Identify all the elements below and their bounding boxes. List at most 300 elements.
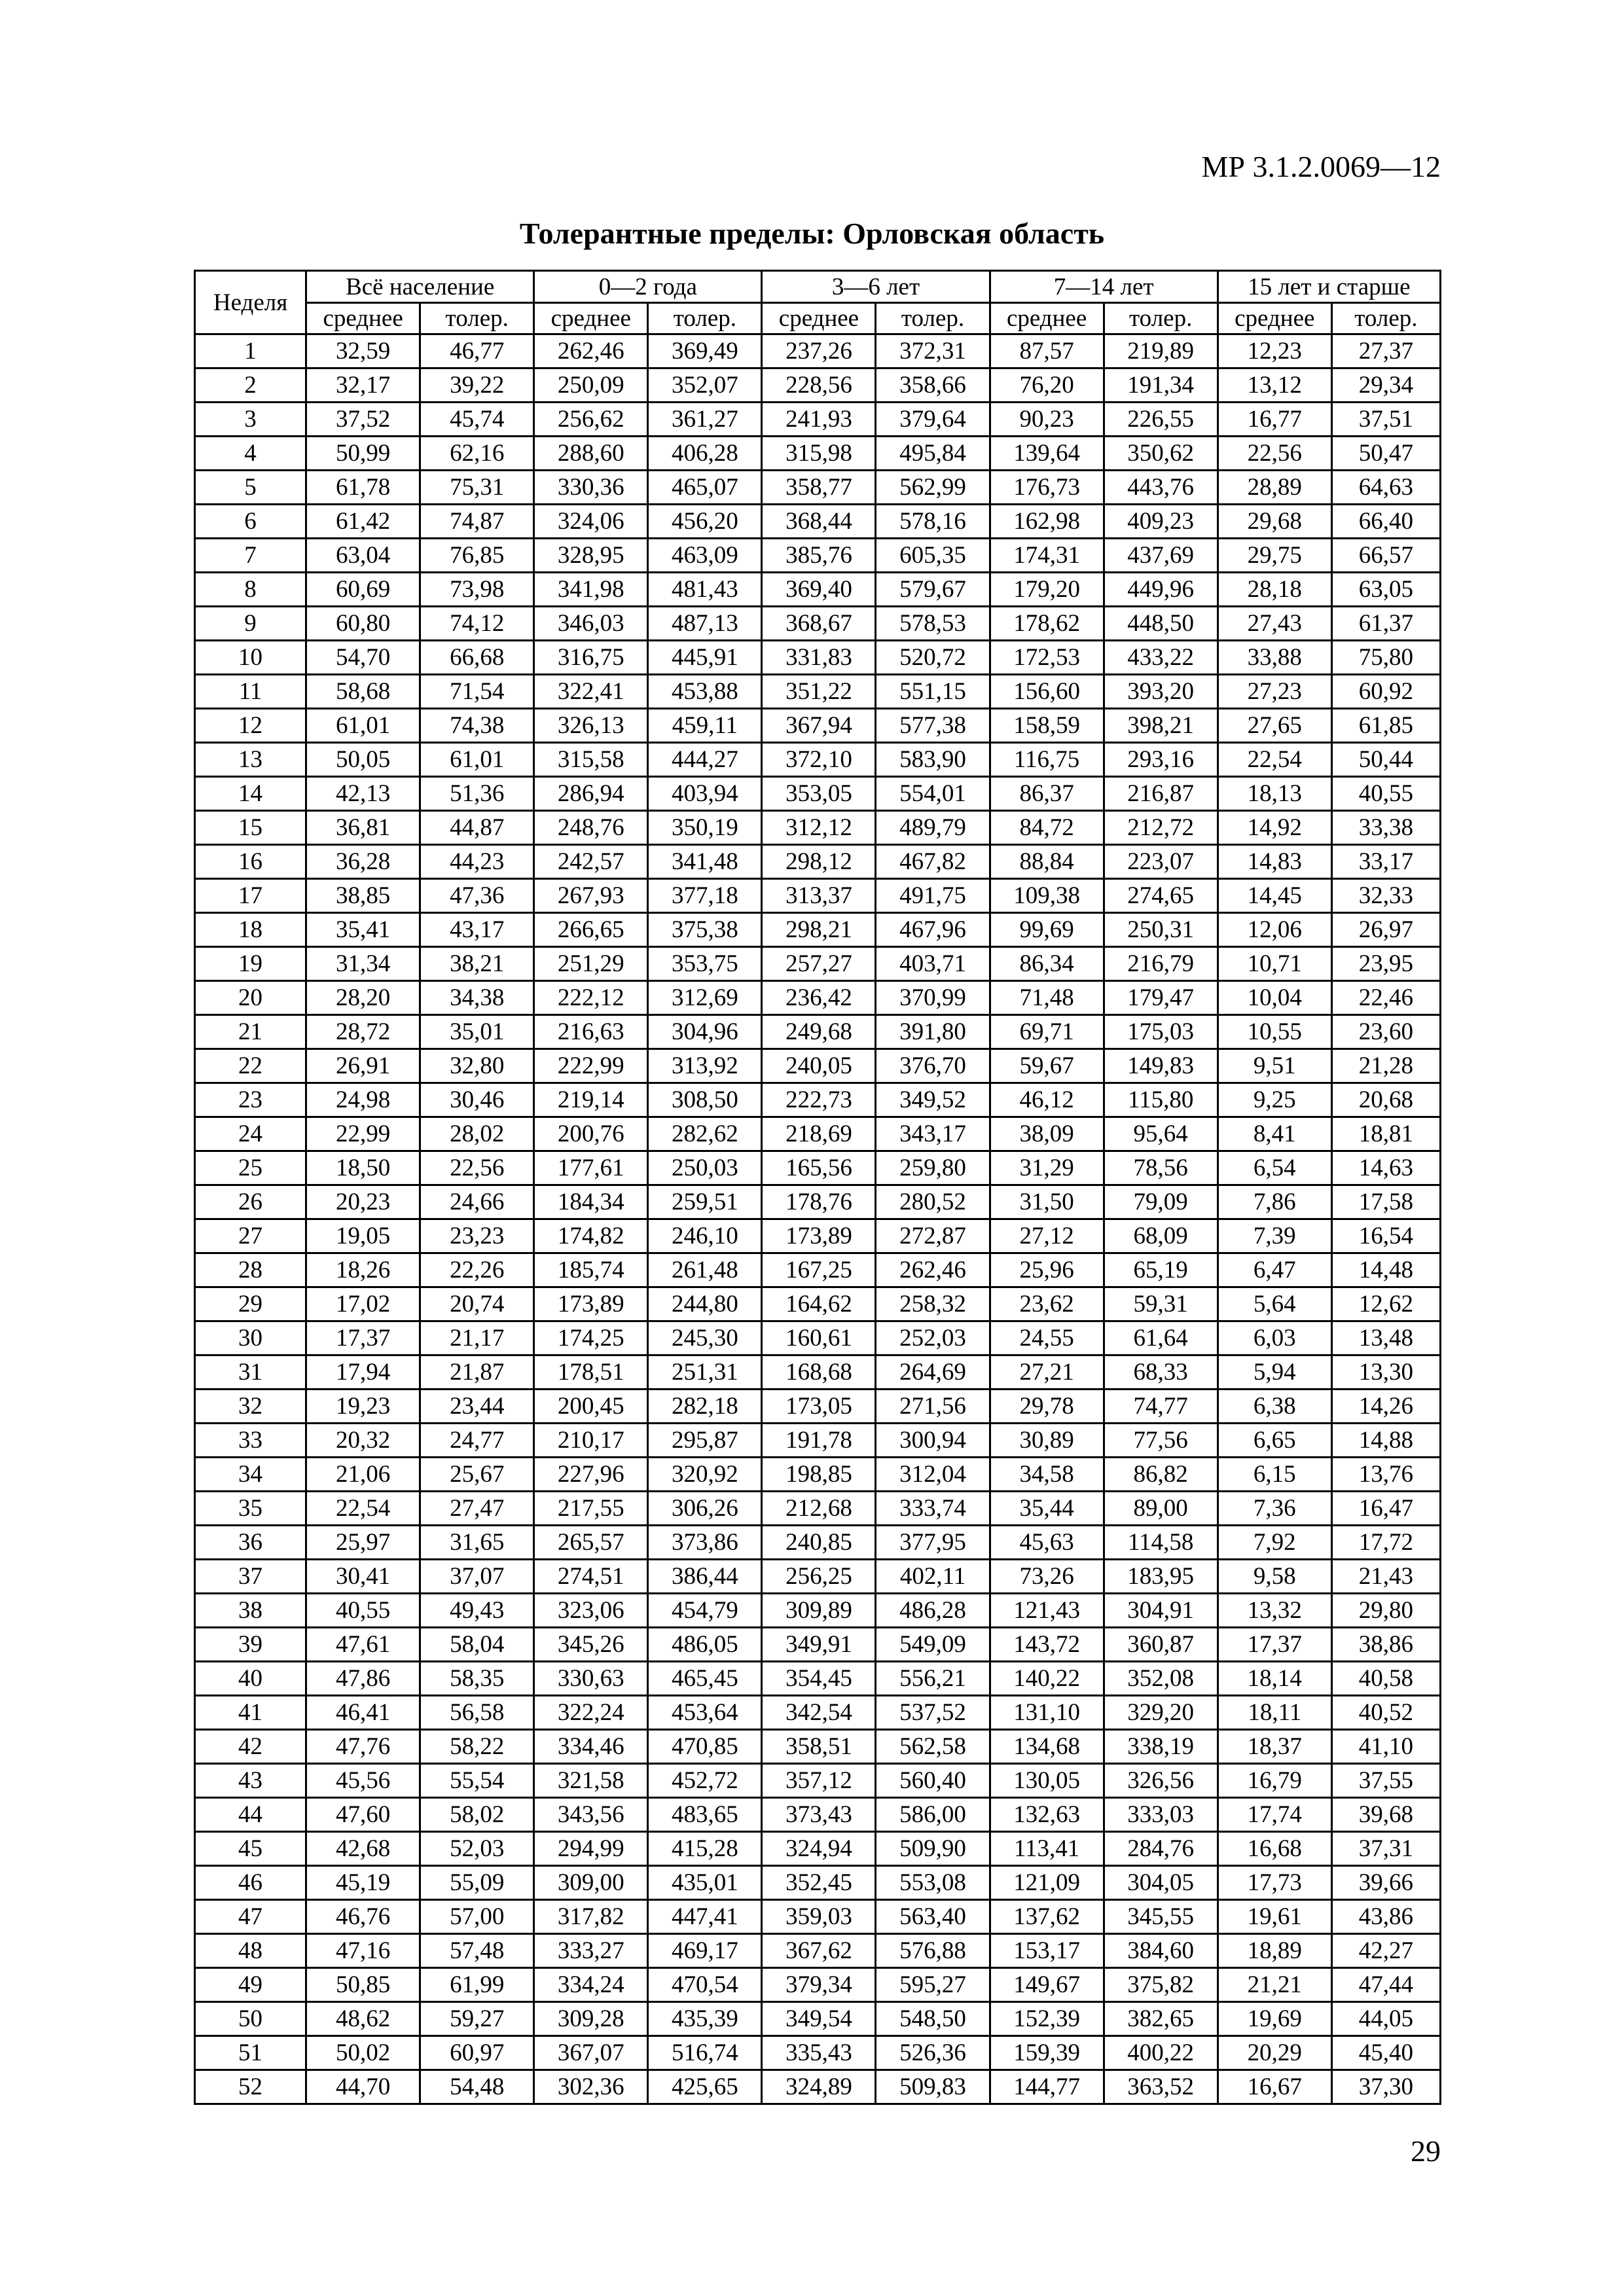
value-cell: 595,27: [876, 1968, 990, 2002]
value-cell: 88,84: [990, 845, 1104, 879]
value-cell: 40,58: [1331, 1662, 1440, 1696]
value-cell: 35,41: [306, 913, 420, 947]
value-cell: 51,36: [420, 777, 534, 811]
value-cell: 456,20: [648, 505, 762, 539]
value-cell: 578,53: [876, 607, 990, 641]
value-cell: 73,98: [420, 573, 534, 607]
value-cell: 274,65: [1104, 879, 1218, 913]
value-cell: 61,42: [306, 505, 420, 539]
value-cell: 373,43: [762, 1798, 876, 1832]
week-cell: 48: [195, 1934, 306, 1968]
table-row: [195, 777, 1441, 811]
value-cell: 21,28: [1331, 1049, 1440, 1083]
table-row: [195, 1934, 1441, 1968]
value-cell: 415,28: [648, 1832, 762, 1866]
week-cell: 51: [195, 2036, 306, 2070]
week-cell: 11: [195, 675, 306, 709]
value-cell: 334,24: [534, 1968, 648, 2002]
value-cell: 520,72: [876, 641, 990, 675]
value-cell: 372,31: [876, 334, 990, 368]
value-cell: 28,02: [420, 1117, 534, 1151]
value-cell: 22,56: [420, 1151, 534, 1185]
value-cell: 562,58: [876, 1730, 990, 1764]
value-cell: 58,68: [306, 675, 420, 709]
value-cell: 66,57: [1331, 539, 1440, 573]
value-cell: 31,29: [990, 1151, 1104, 1185]
value-cell: 375,38: [648, 913, 762, 947]
value-cell: 5,64: [1218, 1287, 1331, 1321]
value-cell: 200,76: [534, 1117, 648, 1151]
value-cell: 583,90: [876, 743, 990, 777]
value-cell: 47,44: [1331, 1968, 1440, 2002]
value-cell: 61,78: [306, 471, 420, 505]
week-cell: 50: [195, 2002, 306, 2036]
table-row: [195, 2002, 1441, 2036]
sub-header-mean: среднее: [990, 303, 1104, 334]
value-cell: 17,37: [1218, 1628, 1331, 1662]
week-cell: 32: [195, 1390, 306, 1424]
value-cell: 34,38: [420, 981, 534, 1015]
value-cell: 84,72: [990, 811, 1104, 845]
week-cell: 28: [195, 1253, 306, 1287]
value-cell: 437,69: [1104, 539, 1218, 573]
value-cell: 257,27: [762, 947, 876, 981]
value-cell: 149,67: [990, 1968, 1104, 2002]
value-cell: 50,99: [306, 437, 420, 471]
table-row: [195, 437, 1441, 471]
value-cell: 313,92: [648, 1049, 762, 1083]
value-cell: 18,50: [306, 1151, 420, 1185]
value-cell: 393,20: [1104, 675, 1218, 709]
table-row: [195, 1219, 1441, 1253]
value-cell: 352,08: [1104, 1662, 1218, 1696]
value-cell: 489,79: [876, 811, 990, 845]
group-header: 3—6 лет: [762, 271, 990, 303]
value-cell: 61,37: [1331, 607, 1440, 641]
week-cell: 37: [195, 1560, 306, 1594]
value-cell: 17,02: [306, 1287, 420, 1321]
value-cell: 50,85: [306, 1968, 420, 2002]
value-cell: 516,74: [648, 2036, 762, 2070]
value-cell: 376,70: [876, 1049, 990, 1083]
value-cell: 403,94: [648, 777, 762, 811]
value-cell: 444,27: [648, 743, 762, 777]
value-cell: 509,90: [876, 1832, 990, 1866]
value-cell: 176,73: [990, 471, 1104, 505]
week-cell: 21: [195, 1015, 306, 1049]
value-cell: 9,25: [1218, 1083, 1331, 1117]
value-cell: 20,23: [306, 1185, 420, 1219]
table-row: [195, 1968, 1441, 2002]
table-row: [195, 1390, 1441, 1424]
value-cell: 39,66: [1331, 1866, 1440, 1900]
value-cell: 6,54: [1218, 1151, 1331, 1185]
value-cell: 385,76: [762, 539, 876, 573]
week-cell: 6: [195, 505, 306, 539]
value-cell: 153,17: [990, 1934, 1104, 1968]
value-cell: 37,30: [1331, 2070, 1440, 2104]
group-header: Всё население: [306, 271, 534, 303]
value-cell: 57,48: [420, 1934, 534, 1968]
value-cell: 65,19: [1104, 1253, 1218, 1287]
value-cell: 38,86: [1331, 1628, 1440, 1662]
value-cell: 240,05: [762, 1049, 876, 1083]
value-cell: 131,10: [990, 1696, 1104, 1730]
week-cell: 9: [195, 607, 306, 641]
value-cell: 372,10: [762, 743, 876, 777]
value-cell: 17,72: [1331, 1526, 1440, 1560]
value-cell: 32,33: [1331, 879, 1440, 913]
value-cell: 22,46: [1331, 981, 1440, 1015]
table-row: [195, 947, 1441, 981]
table-row: [195, 641, 1441, 675]
value-cell: 42,13: [306, 777, 420, 811]
value-cell: 27,65: [1218, 709, 1331, 743]
value-cell: 382,65: [1104, 2002, 1218, 2036]
value-cell: 22,26: [420, 1253, 534, 1287]
value-cell: 77,56: [1104, 1424, 1218, 1458]
value-cell: 134,68: [990, 1730, 1104, 1764]
value-cell: 315,58: [534, 743, 648, 777]
value-cell: 326,13: [534, 709, 648, 743]
value-cell: 306,26: [648, 1492, 762, 1526]
value-cell: 47,60: [306, 1798, 420, 1832]
value-cell: 38,85: [306, 879, 420, 913]
value-cell: 443,76: [1104, 471, 1218, 505]
value-cell: 86,37: [990, 777, 1104, 811]
value-cell: 10,55: [1218, 1015, 1331, 1049]
value-cell: 252,03: [876, 1321, 990, 1355]
week-cell: 19: [195, 947, 306, 981]
value-cell: 10,04: [1218, 981, 1331, 1015]
value-cell: 7,36: [1218, 1492, 1331, 1526]
table-row: [195, 811, 1441, 845]
value-cell: 179,20: [990, 573, 1104, 607]
value-cell: 537,52: [876, 1696, 990, 1730]
value-cell: 61,64: [1104, 1321, 1218, 1355]
table-body: [195, 334, 1441, 2104]
value-cell: 358,51: [762, 1730, 876, 1764]
value-cell: 391,80: [876, 1015, 990, 1049]
value-cell: 353,75: [648, 947, 762, 981]
group-header: 0—2 года: [534, 271, 762, 303]
value-cell: 37,55: [1331, 1764, 1440, 1798]
value-cell: 75,31: [420, 471, 534, 505]
value-cell: 21,21: [1218, 1968, 1331, 2002]
value-cell: 20,32: [306, 1424, 420, 1458]
value-cell: 14,26: [1331, 1390, 1440, 1424]
value-cell: 16,54: [1331, 1219, 1440, 1253]
value-cell: 300,94: [876, 1424, 990, 1458]
value-cell: 50,47: [1331, 437, 1440, 471]
sub-header-tolerance: толер.: [1331, 303, 1440, 334]
value-cell: 346,03: [534, 607, 648, 641]
table-row: [195, 709, 1441, 743]
table-row: [195, 334, 1441, 368]
value-cell: 5,94: [1218, 1355, 1331, 1390]
value-cell: 358,66: [876, 368, 990, 403]
value-cell: 316,75: [534, 641, 648, 675]
value-cell: 61,01: [420, 743, 534, 777]
value-cell: 256,25: [762, 1560, 876, 1594]
value-cell: 28,20: [306, 981, 420, 1015]
value-cell: 47,16: [306, 1934, 420, 1968]
value-cell: 167,25: [762, 1253, 876, 1287]
value-cell: 89,00: [1104, 1492, 1218, 1526]
value-cell: 223,07: [1104, 845, 1218, 879]
value-cell: 250,31: [1104, 913, 1218, 947]
value-cell: 29,34: [1331, 368, 1440, 403]
table-row: [195, 1832, 1441, 1866]
value-cell: 563,40: [876, 1900, 990, 1934]
value-cell: 16,67: [1218, 2070, 1331, 2104]
value-cell: 465,45: [648, 1662, 762, 1696]
value-cell: 33,38: [1331, 811, 1440, 845]
value-cell: 86,82: [1104, 1458, 1218, 1492]
value-cell: 330,63: [534, 1662, 648, 1696]
week-cell: 35: [195, 1492, 306, 1526]
value-cell: 28,18: [1218, 573, 1331, 607]
value-cell: 48,62: [306, 2002, 420, 2036]
value-cell: 312,04: [876, 1458, 990, 1492]
value-cell: 16,77: [1218, 403, 1331, 437]
value-cell: 174,25: [534, 1321, 648, 1355]
value-cell: 156,60: [990, 675, 1104, 709]
value-cell: 317,82: [534, 1900, 648, 1934]
value-cell: 341,48: [648, 845, 762, 879]
value-cell: 20,74: [420, 1287, 534, 1321]
value-cell: 358,77: [762, 471, 876, 505]
value-cell: 212,68: [762, 1492, 876, 1526]
table-row: [195, 2070, 1441, 2104]
week-cell: 40: [195, 1662, 306, 1696]
value-cell: 27,23: [1218, 675, 1331, 709]
value-cell: 54,48: [420, 2070, 534, 2104]
week-cell: 41: [195, 1696, 306, 1730]
value-cell: 37,51: [1331, 403, 1440, 437]
value-cell: 18,89: [1218, 1934, 1331, 1968]
value-cell: 34,58: [990, 1458, 1104, 1492]
value-cell: 24,98: [306, 1083, 420, 1117]
value-cell: 14,83: [1218, 845, 1331, 879]
value-cell: 363,52: [1104, 2070, 1218, 2104]
value-cell: 21,43: [1331, 1560, 1440, 1594]
value-cell: 29,80: [1331, 1594, 1440, 1628]
value-cell: 44,70: [306, 2070, 420, 2104]
value-cell: 10,71: [1218, 947, 1331, 981]
value-cell: 19,61: [1218, 1900, 1331, 1934]
value-cell: 13,12: [1218, 368, 1331, 403]
value-cell: 39,68: [1331, 1798, 1440, 1832]
value-cell: 158,59: [990, 709, 1104, 743]
value-cell: 237,26: [762, 334, 876, 368]
value-cell: 369,40: [762, 573, 876, 607]
value-cell: 222,12: [534, 981, 648, 1015]
table-row: [195, 1083, 1441, 1117]
value-cell: 250,03: [648, 1151, 762, 1185]
value-cell: 21,06: [306, 1458, 420, 1492]
value-cell: 379,64: [876, 403, 990, 437]
value-cell: 14,92: [1218, 811, 1331, 845]
value-cell: 13,48: [1331, 1321, 1440, 1355]
week-cell: 5: [195, 471, 306, 505]
value-cell: 18,37: [1218, 1730, 1331, 1764]
value-cell: 6,47: [1218, 1253, 1331, 1287]
week-cell: 18: [195, 913, 306, 947]
value-cell: 280,52: [876, 1185, 990, 1219]
value-cell: 114,58: [1104, 1526, 1218, 1560]
value-cell: 58,02: [420, 1798, 534, 1832]
value-cell: 349,91: [762, 1628, 876, 1662]
table-row: [195, 1900, 1441, 1934]
week-cell: 23: [195, 1083, 306, 1117]
value-cell: 19,05: [306, 1219, 420, 1253]
value-cell: 32,59: [306, 334, 420, 368]
value-cell: 351,22: [762, 675, 876, 709]
value-cell: 368,44: [762, 505, 876, 539]
week-cell: 49: [195, 1968, 306, 2002]
value-cell: 302,36: [534, 2070, 648, 2104]
value-cell: 435,39: [648, 2002, 762, 2036]
value-cell: 31,50: [990, 1185, 1104, 1219]
value-cell: 71,54: [420, 675, 534, 709]
value-cell: 139,64: [990, 437, 1104, 471]
value-cell: 183,95: [1104, 1560, 1218, 1594]
value-cell: 244,80: [648, 1287, 762, 1321]
week-cell: 31: [195, 1355, 306, 1390]
value-cell: 38,21: [420, 947, 534, 981]
value-cell: 222,73: [762, 1083, 876, 1117]
sub-header-mean: среднее: [762, 303, 876, 334]
week-cell: 39: [195, 1628, 306, 1662]
value-cell: 312,69: [648, 981, 762, 1015]
value-cell: 398,21: [1104, 709, 1218, 743]
value-cell: 13,30: [1331, 1355, 1440, 1390]
value-cell: 377,95: [876, 1526, 990, 1560]
value-cell: 445,91: [648, 641, 762, 675]
table-row: [195, 1253, 1441, 1287]
value-cell: 31,34: [306, 947, 420, 981]
value-cell: 330,36: [534, 471, 648, 505]
week-cell: 14: [195, 777, 306, 811]
value-cell: 465,07: [648, 471, 762, 505]
week-header: Неделя: [195, 271, 306, 334]
value-cell: 375,82: [1104, 1968, 1218, 2002]
value-cell: 29,75: [1218, 539, 1331, 573]
table-row: [195, 2036, 1441, 2070]
value-cell: 113,41: [990, 1832, 1104, 1866]
value-cell: 459,11: [648, 709, 762, 743]
value-cell: 66,40: [1331, 505, 1440, 539]
value-cell: 55,09: [420, 1866, 534, 1900]
week-cell: 17: [195, 879, 306, 913]
table-row: [195, 845, 1441, 879]
value-cell: 178,76: [762, 1185, 876, 1219]
value-cell: 12,23: [1218, 334, 1331, 368]
value-cell: 250,09: [534, 368, 648, 403]
value-cell: 240,85: [762, 1526, 876, 1560]
value-cell: 75,80: [1331, 641, 1440, 675]
value-cell: 18,11: [1218, 1696, 1331, 1730]
value-cell: 28,72: [306, 1015, 420, 1049]
value-cell: 78,56: [1104, 1151, 1218, 1185]
value-cell: 39,22: [420, 368, 534, 403]
week-cell: 33: [195, 1424, 306, 1458]
sub-header-tolerance: толер.: [648, 303, 762, 334]
value-cell: 216,63: [534, 1015, 648, 1049]
table-row: [195, 1764, 1441, 1798]
group-header: 15 лет и старше: [1218, 271, 1440, 303]
value-cell: 19,69: [1218, 2002, 1331, 2036]
week-cell: 42: [195, 1730, 306, 1764]
value-cell: 264,69: [876, 1355, 990, 1390]
value-cell: 44,87: [420, 811, 534, 845]
value-cell: 191,78: [762, 1424, 876, 1458]
value-cell: 21,87: [420, 1355, 534, 1390]
value-cell: 173,05: [762, 1390, 876, 1424]
value-cell: 79,09: [1104, 1185, 1218, 1219]
value-cell: 312,12: [762, 811, 876, 845]
value-cell: 384,60: [1104, 1934, 1218, 1968]
value-cell: 42,68: [306, 1832, 420, 1866]
value-cell: 29,68: [1218, 505, 1331, 539]
value-cell: 578,16: [876, 505, 990, 539]
value-cell: 191,34: [1104, 368, 1218, 403]
value-cell: 22,56: [1218, 437, 1331, 471]
week-cell: 15: [195, 811, 306, 845]
value-cell: 370,99: [876, 981, 990, 1015]
value-cell: 69,71: [990, 1015, 1104, 1049]
value-cell: 16,68: [1218, 1832, 1331, 1866]
value-cell: 165,56: [762, 1151, 876, 1185]
value-cell: 308,50: [648, 1083, 762, 1117]
value-cell: 198,85: [762, 1458, 876, 1492]
table-row: [195, 403, 1441, 437]
value-cell: 16,47: [1331, 1492, 1440, 1526]
value-cell: 354,45: [762, 1662, 876, 1696]
value-cell: 27,37: [1331, 334, 1440, 368]
value-cell: 45,74: [420, 403, 534, 437]
value-cell: 61,85: [1331, 709, 1440, 743]
value-cell: 481,43: [648, 573, 762, 607]
value-cell: 173,89: [762, 1219, 876, 1253]
table-row: [195, 368, 1441, 403]
table-row: [195, 1594, 1441, 1628]
value-cell: 99,69: [990, 913, 1104, 947]
value-cell: 25,97: [306, 1526, 420, 1560]
value-cell: 23,62: [990, 1287, 1104, 1321]
value-cell: 71,48: [990, 981, 1104, 1015]
table-row: [195, 743, 1441, 777]
value-cell: 6,65: [1218, 1424, 1331, 1458]
value-cell: 18,26: [306, 1253, 420, 1287]
table-row: [195, 1866, 1441, 1900]
value-cell: 379,34: [762, 1968, 876, 2002]
table-row: [195, 1151, 1441, 1185]
value-cell: 486,05: [648, 1628, 762, 1662]
value-cell: 487,13: [648, 607, 762, 641]
value-cell: 27,47: [420, 1492, 534, 1526]
value-cell: 309,89: [762, 1594, 876, 1628]
value-cell: 40,55: [1331, 777, 1440, 811]
value-cell: 58,35: [420, 1662, 534, 1696]
value-cell: 121,43: [990, 1594, 1104, 1628]
value-cell: 16,79: [1218, 1764, 1331, 1798]
value-cell: 324,94: [762, 1832, 876, 1866]
value-cell: 109,38: [990, 879, 1104, 913]
value-cell: 164,62: [762, 1287, 876, 1321]
value-cell: 454,79: [648, 1594, 762, 1628]
